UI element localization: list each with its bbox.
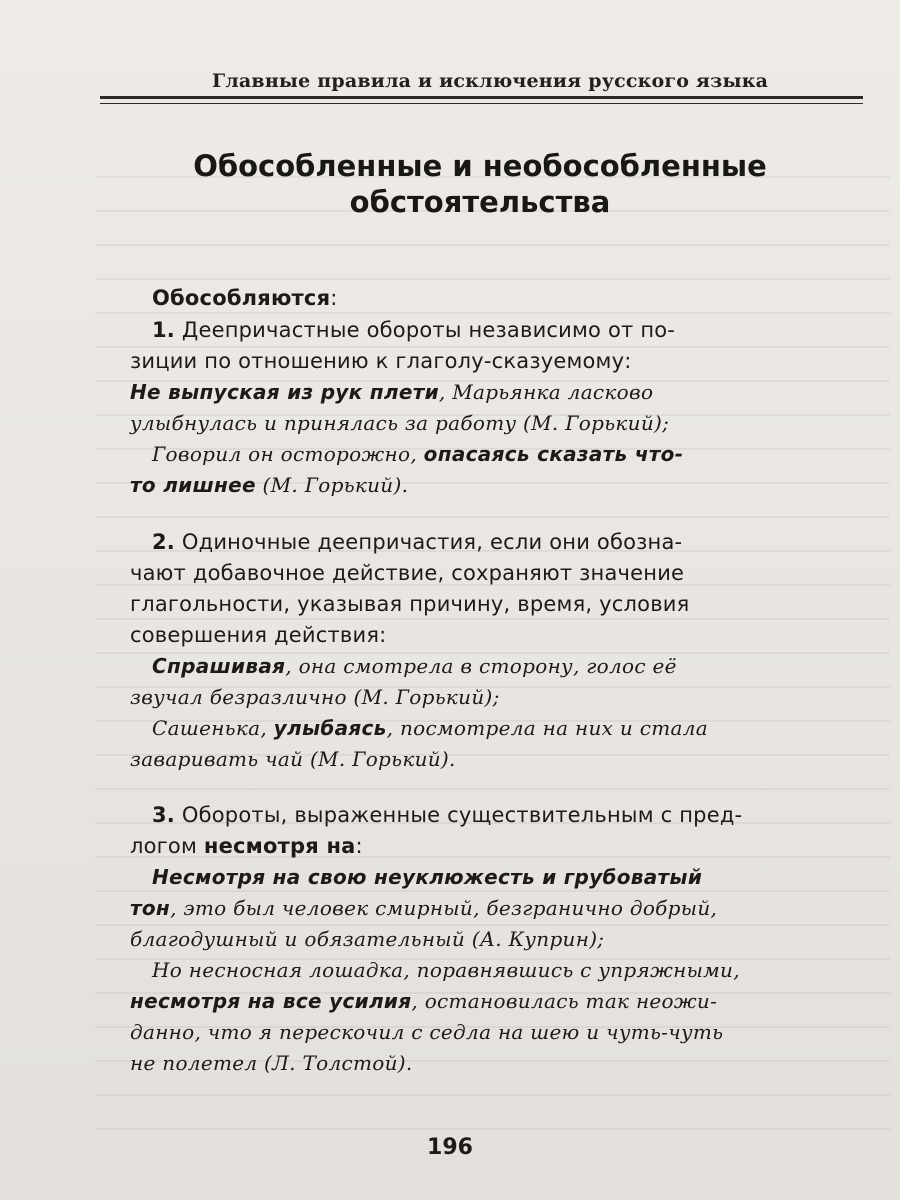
- intro-label: Обособляются: [152, 286, 331, 310]
- rule-2: [130, 527, 885, 775]
- running-head: Главные правила и исключения русского языка: [212, 70, 769, 92]
- rule-2-line-3: глагольности, указывая причину, время, условия: [130, 592, 690, 616]
- rule-1-example-2-cont: то лишнее (М. Горький).: [130, 473, 409, 497]
- rule-3-example-1-cont: тон, это был человек смирный, безгранично добрый,: [130, 896, 718, 920]
- rule-2-line-1: Одиночные деепричастия, если они обозна-: [175, 530, 683, 554]
- rule-1-example-1-cont: улыбнулась и принялась за работу (М. Горький);: [130, 411, 670, 435]
- title-line-1: Обособленные и необособленные: [193, 149, 767, 183]
- rule-1-example-2: Говорил он осторожно, опасаясь сказать что-: [152, 442, 684, 466]
- rule-2-number: 2.: [152, 530, 175, 554]
- rule-2-example-1-cont: звучал безразлично (М. Горький);: [130, 685, 500, 709]
- rule-2-example-1: Спрашивая, она смотрела в сторону, голос её: [152, 654, 677, 678]
- rule-1-number: 1.: [152, 318, 175, 342]
- rule-3: [130, 800, 885, 1079]
- rule-3-line-2: логом несмотря на:: [130, 834, 363, 858]
- title-line-2: обстоятельства: [349, 185, 611, 219]
- rule-1-example-1: Не выпуская из рук плети, Марьянка ласково: [130, 380, 654, 404]
- rule-2-line-4: совершения действия:: [130, 623, 387, 647]
- rule-1: [130, 315, 885, 501]
- rule-3-example-1-end: благодушный и обязательный (А. Куприн);: [130, 927, 605, 951]
- rule-3-example-1: Несмотря на свою неуклюжесть и грубоватый: [152, 865, 703, 889]
- rule-3-example-2-line-3: данно, что я перескочил с седла на шею и чуть-чуть: [130, 1020, 724, 1044]
- rule-3-line-1: Обороты, выраженные существительным с пред-: [175, 803, 743, 827]
- intro-colon: :: [330, 286, 338, 310]
- rule-2-example-2: Сашенька, улыбаясь, посмотрела на них и стала: [152, 716, 708, 740]
- rule-3-example-2: Но несносная лошадка, поравнявшись с упряжными,: [152, 958, 740, 982]
- section-title: [120, 148, 840, 220]
- rule-2-line-2: чают добавочное действие, сохраняют значение: [130, 561, 685, 585]
- rule-3-example-2-cont: несмотря на все усилия, остановилась так неожи-: [130, 989, 718, 1013]
- rule-2-example-2-cont: заваривать чай (М. Горький).: [130, 747, 456, 771]
- rule-1-line-1: Деепричастные обороты независимо от по-: [175, 318, 676, 342]
- rule-1-line-2: зиции по отношению к глаголу-сказуемому:: [130, 349, 632, 373]
- page-number: 196: [427, 1135, 473, 1160]
- rule-3-number: 3.: [152, 803, 175, 827]
- header-rule: [100, 96, 863, 104]
- intro-block: [130, 283, 885, 314]
- rule-3-example-2-line-4: не полетел (Л. Толстой).: [130, 1051, 413, 1075]
